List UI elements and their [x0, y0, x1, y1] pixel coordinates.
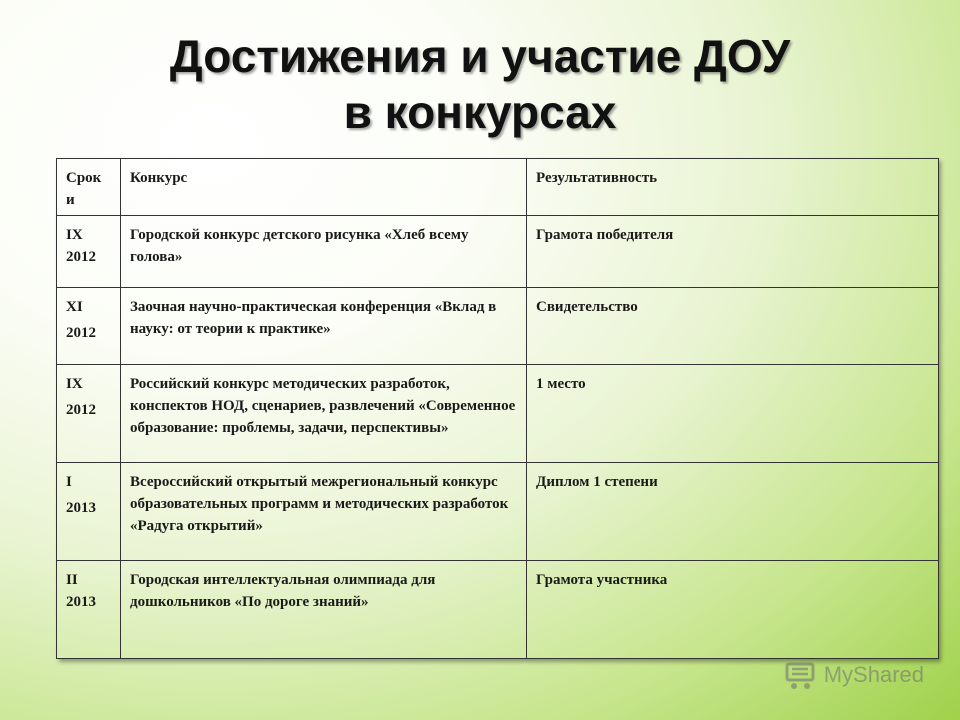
- row-contest: Заочная научно-практическая конференция «Вклад в науку: от теории к практике»: [121, 288, 527, 365]
- row-contest: Городская интеллектуальная олимпиада для дошкольников «По дороге знаний»: [121, 561, 527, 659]
- row-period: IX: [66, 227, 83, 243]
- header-result: Результативность: [527, 159, 939, 216]
- watermark-text: MyShared: [823, 662, 924, 687]
- myshared-watermark: [784, 658, 924, 692]
- row-result: Диплом 1 степени: [527, 463, 939, 561]
- table-header-row: [57, 159, 939, 216]
- row-period: II: [66, 572, 78, 588]
- row-contest: Городской конкурс детского рисунка «Хлеб всему голова»: [121, 216, 527, 288]
- row-period-cell: [57, 365, 121, 463]
- cart-icon: [784, 658, 818, 692]
- achievements-table-wrapper: [56, 158, 938, 659]
- table-row: [57, 216, 939, 288]
- row-contest: Российский конкурс методических разработок, конспектов НОД, сценариев, развлечений «Современное образование: проблемы, задачи, перспективы»: [121, 365, 527, 463]
- row-contest: Всероссийский открытый межрегиональный конкурс образовательных программ и методических разработок «Радуга открытий»: [121, 463, 527, 561]
- row-period-cell: [57, 288, 121, 365]
- row-period: I: [66, 474, 72, 490]
- row-period-cell: [57, 216, 121, 288]
- row-year: 2012: [66, 325, 96, 341]
- row-period-cell: [57, 561, 121, 659]
- row-year: 2013: [66, 500, 96, 516]
- row-period: IX: [66, 376, 83, 392]
- row-result: Грамота участника: [527, 561, 939, 659]
- table-row: [57, 365, 939, 463]
- header-contest: Конкурс: [121, 159, 527, 216]
- row-year: 2012: [66, 402, 96, 418]
- row-result: 1 место: [527, 365, 939, 463]
- slide-title-line-2: в конкурсах: [343, 86, 617, 138]
- achievements-table: [56, 158, 939, 659]
- row-year: 2012: [66, 249, 96, 265]
- table-row: [57, 288, 939, 365]
- table-row: [57, 463, 939, 561]
- slide-title-line-1: Достижения и участие ДОУ: [169, 30, 791, 82]
- row-period: XI: [66, 299, 83, 315]
- row-year: 2013: [66, 594, 96, 610]
- row-period-cell: [57, 463, 121, 561]
- header-period: Срок и: [57, 159, 121, 216]
- slide-title: [0, 28, 960, 140]
- table-row: [57, 561, 939, 659]
- row-result: Грамота победителя: [527, 216, 939, 288]
- row-result: Свидетельство: [527, 288, 939, 365]
